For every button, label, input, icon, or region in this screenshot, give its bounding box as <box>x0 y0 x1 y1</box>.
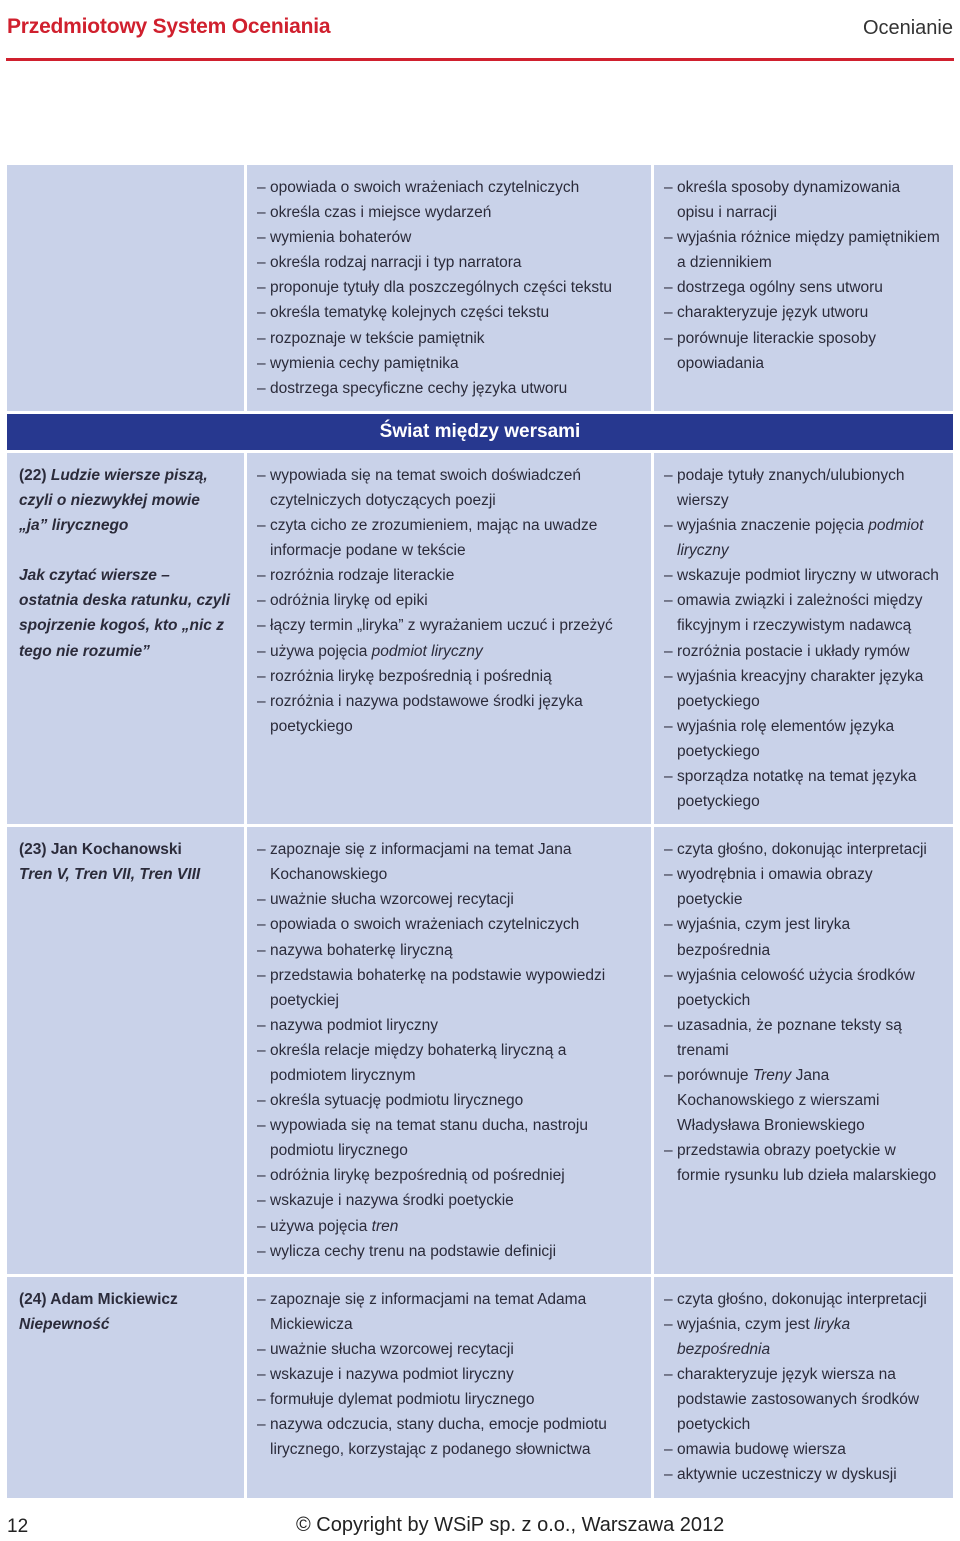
extended-requirement-item: – czyta głośno, dokonując interpretacji <box>664 837 941 862</box>
basic-requirements-cell <box>247 827 651 1274</box>
basic-requirements-cell <box>247 453 651 824</box>
extended-requirement-item: – charakteryzuje język utworu <box>664 300 941 325</box>
basic-requirement-item: – używa pojęcia tren <box>257 1214 639 1239</box>
basic-requirement-item: – dostrzega specyficzne cechy języka utworu <box>257 376 639 401</box>
basic-requirement-item: – uważnie słucha wzorcowej recytacji <box>257 887 639 912</box>
extended-requirement-item: – aktywnie uczestniczy w dyskusji <box>664 1462 941 1487</box>
extended-requirement-list <box>664 837 941 1188</box>
extended-requirements-cell <box>654 165 953 411</box>
extended-requirement-item: – porównuje Treny Jana Kochanowskiego z wierszami Władysława Broniewskiego <box>664 1063 941 1138</box>
extended-requirements-cell <box>654 827 953 1274</box>
table-row <box>7 453 953 824</box>
basic-requirement-item: – nazywa odczucia, stany ducha, emocje podmiotu lirycznego, korzystając z podanego słownictwa <box>257 1412 639 1462</box>
extended-requirement-item: – omawia związki i zależności między fikcyjnym i rzeczywistym nadawcą <box>664 588 941 638</box>
basic-requirement-item: – nazywa podmiot liryczny <box>257 1013 639 1038</box>
basic-requirement-list <box>257 1287 639 1463</box>
basic-requirement-item: – określa czas i miejsce wydarzeń <box>257 200 639 225</box>
basic-requirement-list <box>257 837 639 1264</box>
extended-requirement-item: – wyjaśnia, czym jest liryka bezpośrednia <box>664 1312 941 1362</box>
basic-requirement-item: – wymienia bohaterów <box>257 225 639 250</box>
section-banner: Świat między wersami <box>7 414 953 450</box>
basic-requirement-item: – łączy termin „liryka” z wyrażaniem uczuć i przeżyć <box>257 613 639 638</box>
page-header-title: Przedmiotowy System Oceniania <box>7 15 331 38</box>
basic-requirement-item: – rozróżnia lirykę bezpośrednią i pośrednią <box>257 664 639 689</box>
basic-requirement-item: – wylicza cechy trenu na podstawie definicji <box>257 1239 639 1264</box>
basic-requirement-item: – określa rodzaj narracji i typ narratora <box>257 250 639 275</box>
basic-requirement-item: – rozróżnia rodzaje literackie <box>257 563 639 588</box>
basic-requirement-item: – czyta cicho ze zrozumieniem, mając na uwadze informacje podane w tekście <box>257 513 639 563</box>
table-row <box>7 1277 953 1498</box>
table-row <box>7 165 953 411</box>
basic-requirement-item: – rozróżnia i nazywa podstawowe środki języka poetyckiego <box>257 689 639 739</box>
header-divider <box>6 58 954 61</box>
basic-requirement-item: – uważnie słucha wzorcowej recytacji <box>257 1337 639 1362</box>
extended-requirement-item: – charakteryzuje język wiersza na podstawie zastosowanych środków poetyckich <box>664 1362 941 1437</box>
extended-requirement-item: – wyjaśnia kreacyjny charakter języka poetyckiego <box>664 664 941 714</box>
extended-requirement-item: – określa sposoby dynamizowania opisu i narracji <box>664 175 941 225</box>
extended-requirement-item: – wyjaśnia, czym jest liryka bezpośrednia <box>664 912 941 962</box>
page-header-section: Ocenianie <box>862 17 953 39</box>
extended-requirement-item: – wyjaśnia znaczenie pojęcia podmiot liryczny <box>664 513 941 563</box>
basic-requirement-item: – opowiada o swoich wrażeniach czytelniczych <box>257 912 639 937</box>
extended-requirement-item: – dostrzega ogólny sens utworu <box>664 275 941 300</box>
basic-requirement-item: – zapoznaje się z informacjami na temat Jana Kochanowskiego <box>257 837 639 887</box>
spacer <box>19 538 232 563</box>
basic-requirement-item: – wskazuje i nazywa podmiot liryczny <box>257 1362 639 1387</box>
basic-requirement-item: – określa relacje między bohaterką liryczną a podmiotem lirycznym <box>257 1038 639 1088</box>
extended-requirement-item: – uzasadnia, że poznane teksty są trenami <box>664 1013 941 1063</box>
extended-requirement-item: – rozróżnia postacie i układy rymów <box>664 639 941 664</box>
lesson-title: (24) Adam Mickiewicz <box>19 1290 178 1308</box>
lesson-subtitle: Tren V, Tren VII, Tren VIII <box>19 866 201 884</box>
extended-requirements-cell <box>654 453 953 824</box>
basic-requirement-item: – proponuje tytuły dla poszczególnych części tekstu <box>257 275 639 300</box>
extended-requirement-item: – wyodrębnia i omawia obrazy poetyckie <box>664 862 941 912</box>
extended-requirement-item: – podaje tytuły znanych/ulubionych wierszy <box>664 463 941 513</box>
basic-requirements-cell <box>247 165 651 411</box>
extended-requirements-cell <box>654 1277 953 1498</box>
page-number: 12 <box>7 1516 29 1537</box>
extended-requirement-item: – porównuje literackie sposoby opowiadania <box>664 326 941 376</box>
basic-requirement-item: – formułuje dylemat podmiotu lirycznego <box>257 1387 639 1412</box>
extended-requirement-list <box>664 463 941 814</box>
extended-requirement-item: – sporządza notatkę na temat języka poetyckiego <box>664 764 941 814</box>
basic-requirement-list <box>257 463 639 739</box>
basic-requirement-item: – określa tematykę kolejnych części tekstu <box>257 300 639 325</box>
basic-requirement-item: – odróżnia lirykę bezpośrednią od pośredniej <box>257 1163 639 1188</box>
grading-table <box>7 165 953 1501</box>
basic-requirement-item: – przedstawia bohaterkę na podstawie wypowiedzi poetyckiej <box>257 963 639 1013</box>
basic-requirement-item: – odróżnia lirykę od epiki <box>257 588 639 613</box>
extended-requirement-item: – przedstawia obrazy poetyckie w formie rysunku lub dzieła malarskiego <box>664 1138 941 1188</box>
extended-requirement-list <box>664 175 941 376</box>
extended-requirement-item: – wyjaśnia rolę elementów języka poetyckiego <box>664 714 941 764</box>
basic-requirement-list <box>257 175 639 401</box>
extended-requirement-item: – omawia budowę wiersza <box>664 1437 941 1462</box>
basic-requirement-item: – wypowiada się na temat swoich doświadczeń czytelniczych dotyczących poezji <box>257 463 639 513</box>
table-row <box>7 827 953 1274</box>
basic-requirement-item: – rozpoznaje w tekście pamiętnik <box>257 326 639 351</box>
copyright-notice: © Copyright by WSiP sp. z o.o., Warszawa 2012 <box>296 1514 725 1536</box>
extended-requirement-item: – wyjaśnia różnice między pamiętnikiem a dziennikiem <box>664 225 941 275</box>
basic-requirements-cell <box>247 1277 651 1498</box>
lesson-cell <box>7 1277 244 1498</box>
basic-requirement-item: – używa pojęcia podmiot liryczny <box>257 639 639 664</box>
basic-requirement-item: – wymienia cechy pamiętnika <box>257 351 639 376</box>
basic-requirement-item: – nazywa bohaterkę liryczną <box>257 938 639 963</box>
extended-requirement-item: – wyjaśnia celowość użycia środków poetyckich <box>664 963 941 1013</box>
lesson-subtitle: Jak czytać wiersze – ostatnia deska ratunku, czyli spojrzenie kogoś, kto „nic z tego nie rozumie” <box>19 567 231 660</box>
basic-requirement-item: – wskazuje i nazywa środki poetyckie <box>257 1188 639 1213</box>
basic-requirement-item: – zapoznaje się z informacjami na temat Adama Mickiewicza <box>257 1287 639 1337</box>
lesson-subtitle: Niepewność <box>19 1315 110 1333</box>
lesson-title: (23) Jan Kochanowski <box>19 841 182 859</box>
extended-requirement-list <box>664 1287 941 1488</box>
lesson-cell <box>7 165 244 411</box>
extended-requirement-item: – wskazuje podmiot liryczny w utworach <box>664 563 941 588</box>
lesson-cell <box>7 827 244 1274</box>
basic-requirement-item: – określa sytuację podmiotu lirycznego <box>257 1088 639 1113</box>
basic-requirement-item: – opowiada o swoich wrażeniach czytelniczych <box>257 175 639 200</box>
lesson-cell <box>7 453 244 824</box>
lesson-title: (22) Ludzie wiersze piszą, czyli o niezwykłej mowie „ja” lirycznego <box>19 466 208 535</box>
extended-requirement-item: – czyta głośno, dokonując interpretacji <box>664 1287 941 1312</box>
basic-requirement-item: – wypowiada się na temat stanu ducha, nastroju podmiotu lirycznego <box>257 1113 639 1163</box>
